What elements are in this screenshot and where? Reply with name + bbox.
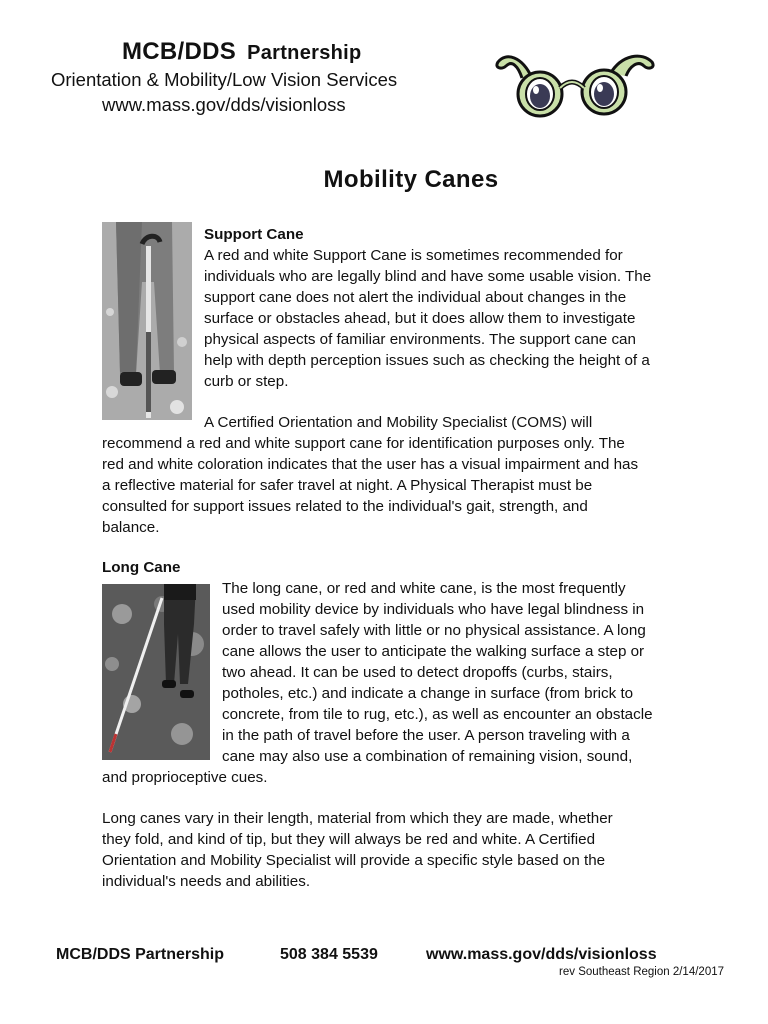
text-line: in the path of travel before the user. A person traveling with a <box>222 727 630 744</box>
long-cane-photo <box>102 584 210 760</box>
support-cane-paragraph <box>204 245 722 392</box>
eyeglasses-icon <box>492 48 658 120</box>
text-line: surface or obstacles ahead, but it does allow them to investigate <box>204 310 636 327</box>
text-line: concrete, from tile to rug, etc.), as well as encounter an obstacle <box>222 706 653 723</box>
long-cane-paragraph <box>222 578 722 767</box>
text-line: curb or step. <box>204 373 289 390</box>
footer-phone: 508 384 5539 <box>280 946 378 963</box>
text-line: individual's needs and abilities. <box>102 873 311 890</box>
text-line: The long cane, or red and white cane, is the most frequently <box>222 580 626 597</box>
text-line: they fold, and kind of tip, but they will always be red and white. A Certified <box>102 831 596 848</box>
revision-note: rev Southeast Region 2/14/2017 <box>559 966 724 978</box>
text-line: support cane does not alert the individual about changes in the <box>204 289 627 306</box>
org-suffix: Partnership <box>247 42 362 64</box>
text-line: consulted for support issues related to the individual's gait, strength, and <box>102 498 588 515</box>
org-name: MCB/DDS <box>122 38 237 65</box>
long-cane-last-line: and proprioceptive cues. <box>102 769 268 786</box>
text-line: red and white coloration indicates that the user has a visual impairment and has <box>102 456 639 473</box>
text-line: Long canes vary in their length, material from which they are made, whether <box>102 810 613 827</box>
support-cane-photo <box>102 222 192 420</box>
text-line: order to travel safely with little or no physical assistance. A long <box>222 622 646 639</box>
coms-paragraph-first-line: A Certified Orientation and Mobility Specialist (COMS) will <box>204 414 593 431</box>
text-line: cane allows the user to anticipate the walking surface a step or <box>222 643 645 660</box>
org-title <box>122 38 362 66</box>
text-line: recommend a red and white support cane for identification purposes only. The <box>102 435 625 452</box>
text-line: balance. <box>102 519 160 536</box>
long-cane-heading: Long Cane <box>102 559 181 576</box>
long-cane-variations-paragraph <box>102 808 722 892</box>
coms-paragraph <box>102 433 722 538</box>
support-cane-heading: Support Cane <box>204 226 304 243</box>
text-line: used mobility device by individuals who have legal blindness in <box>222 601 645 618</box>
header-url: www.mass.gov/dds/visionloss <box>102 94 346 115</box>
text-line: a reflective material for safer travel at night. A Physical Therapist must be <box>102 477 593 494</box>
text-line: help with depth perception issues such as checking the height of a <box>204 352 650 369</box>
text-line: A red and white Support Cane is sometimes recommended for <box>204 247 623 264</box>
text-line: physical aspects of familiar environments. The support cane can <box>204 331 636 348</box>
text-line: potholes, etc.) and indicate a change in surface (from brick to <box>222 685 634 702</box>
text-line: cane may also use a combination of remaining vision, sound, <box>222 748 633 765</box>
subtitle: Orientation & Mobility/Low Vision Services <box>51 69 398 90</box>
text-line: Orientation and Mobility Specialist will provide a specific style based on the <box>102 852 606 869</box>
text-line: two ahead. It can be used to detect dropoffs (curbs, stairs, <box>222 664 613 681</box>
page-title: Mobility Canes <box>323 166 499 193</box>
text-line: individuals who are legally blind and have some usable vision. The <box>204 268 652 285</box>
footer-url: www.mass.gov/dds/visionloss <box>426 946 657 963</box>
footer-org: MCB/DDS Partnership <box>56 946 225 963</box>
